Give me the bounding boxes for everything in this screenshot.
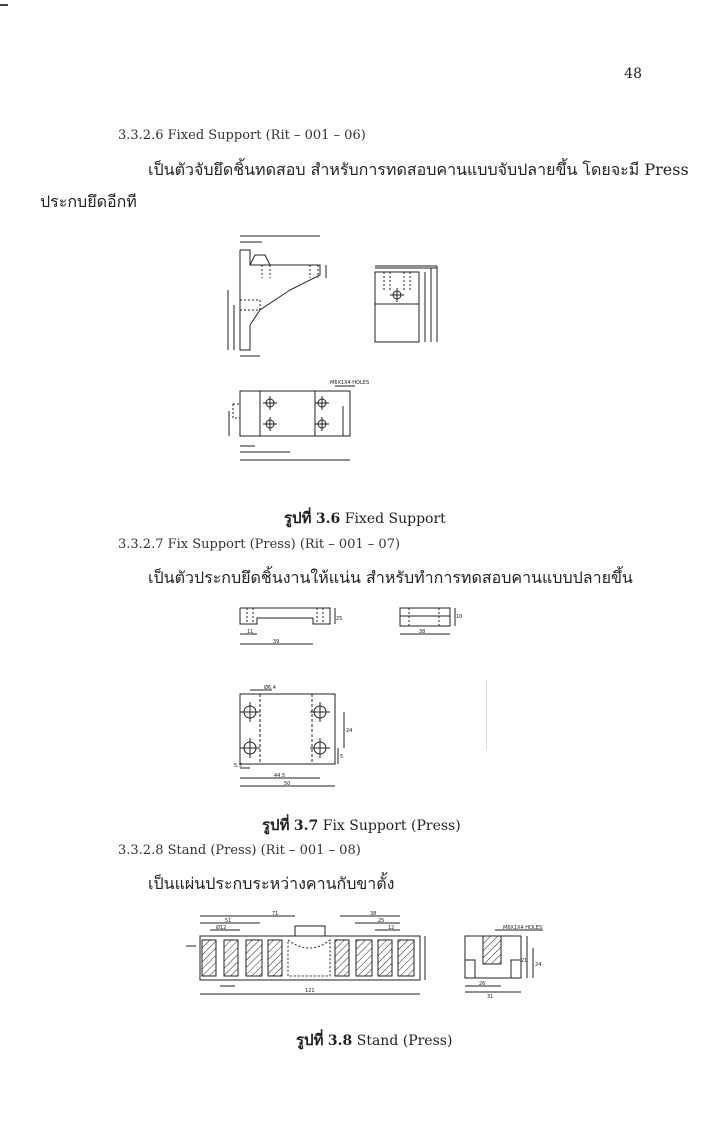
fix-support-press-front-view bbox=[235, 604, 345, 650]
figure-caption-3-6-number: 3.6 bbox=[315, 511, 341, 527]
fix-support-press-end-view bbox=[395, 604, 465, 644]
holes-label-fig-3-6: M6X1X4 HOLES bbox=[330, 380, 370, 386]
dim-50: 50 bbox=[284, 781, 291, 787]
dim-11: 11 bbox=[247, 629, 254, 635]
dim-26: 26 bbox=[479, 981, 486, 987]
dim-38: 38 bbox=[419, 629, 426, 635]
dim-25: 25 bbox=[336, 616, 343, 622]
dim-31: 31 bbox=[487, 994, 494, 1000]
section-heading-3-3-2-8: 3.3.2.8 Stand (Press) (Rit – 001 – 08) bbox=[118, 843, 361, 858]
figure-caption-3-7-number: 3.7 bbox=[293, 818, 319, 834]
section-paragraph-3-3-2-7: เป็นตัวประกบยึดชิ้นงานให้แน่น สำหรับทำการทดสอบคานแบบปลายขึ้น bbox=[148, 568, 633, 587]
figure-caption-3-7-text: Fix Support (Press) bbox=[322, 818, 461, 834]
dim-25: 25 bbox=[378, 918, 385, 924]
dim-51: 51 bbox=[225, 918, 232, 924]
figure-caption-3-6-text: Fixed Support bbox=[344, 511, 446, 527]
holes-label-fig-3-8: M6X1X4 HOLES bbox=[503, 925, 543, 931]
dim-39: 39 bbox=[273, 639, 280, 645]
section-heading-3-3-2-7: 3.3.2.7 Fix Support (Press) (Rit – 001 – 07) bbox=[118, 537, 401, 552]
fix-support-press-top-view bbox=[232, 682, 362, 792]
scan-edge-mark bbox=[0, 4, 8, 6]
dim-71: 71 bbox=[272, 911, 279, 917]
fixed-support-end-view bbox=[370, 262, 450, 352]
stand-press-end-view bbox=[455, 922, 550, 998]
dim-44-5: 44.5 bbox=[274, 773, 286, 779]
section-paragraph-3-3-2-8: เป็นแผ่นประกบระหว่างคานกับขาตั้ง bbox=[148, 874, 395, 893]
fixed-support-top-view bbox=[225, 376, 370, 466]
dim-hole-dia: Ø6.4 bbox=[264, 685, 276, 691]
figure-caption-3-6-prefix: รูปที่ bbox=[284, 509, 312, 527]
dim-dia-12: Ø12 bbox=[216, 925, 227, 931]
dim-5-5: 5.5 bbox=[234, 763, 242, 769]
dim-21: 21 bbox=[521, 958, 528, 964]
dim-121: 121 bbox=[305, 988, 315, 994]
figure-caption-3-8-prefix: รูปที่ bbox=[296, 1031, 324, 1049]
scan-artifact-line bbox=[486, 680, 487, 750]
fixed-support-side-view bbox=[220, 230, 350, 360]
dim-5: 5 bbox=[340, 754, 344, 760]
figure-caption-3-6 bbox=[284, 506, 446, 530]
figure-caption-3-8-text: Stand (Press) bbox=[356, 1033, 453, 1049]
figure-caption-3-7-prefix: รูปที่ bbox=[262, 816, 290, 834]
figure-caption-3-7 bbox=[262, 813, 461, 837]
dim-12: 12 bbox=[388, 925, 395, 931]
figure-caption-3-8 bbox=[296, 1028, 452, 1052]
section-paragraph-3-3-2-6-line2: ประกบยึดอีกที bbox=[40, 192, 137, 211]
dim-10: 10 bbox=[456, 614, 463, 620]
page-number: 48 bbox=[624, 66, 642, 82]
stand-press-section-view bbox=[180, 906, 435, 1002]
dim-24: 24 bbox=[346, 728, 353, 734]
section-paragraph-3-3-2-6-line1: เป็นตัวจับยึดชิ้นทดสอบ สำหรับการทดสอบคานแบบจับปลายขึ้น โดยจะมี Press bbox=[148, 160, 689, 179]
figure-caption-3-8-number: 3.8 bbox=[327, 1033, 353, 1049]
dim-24: 24 bbox=[535, 962, 542, 968]
section-heading-3-3-2-6: 3.3.2.6 Fixed Support (Rit – 001 – 06) bbox=[118, 128, 366, 143]
dim-38: 38 bbox=[370, 911, 377, 917]
